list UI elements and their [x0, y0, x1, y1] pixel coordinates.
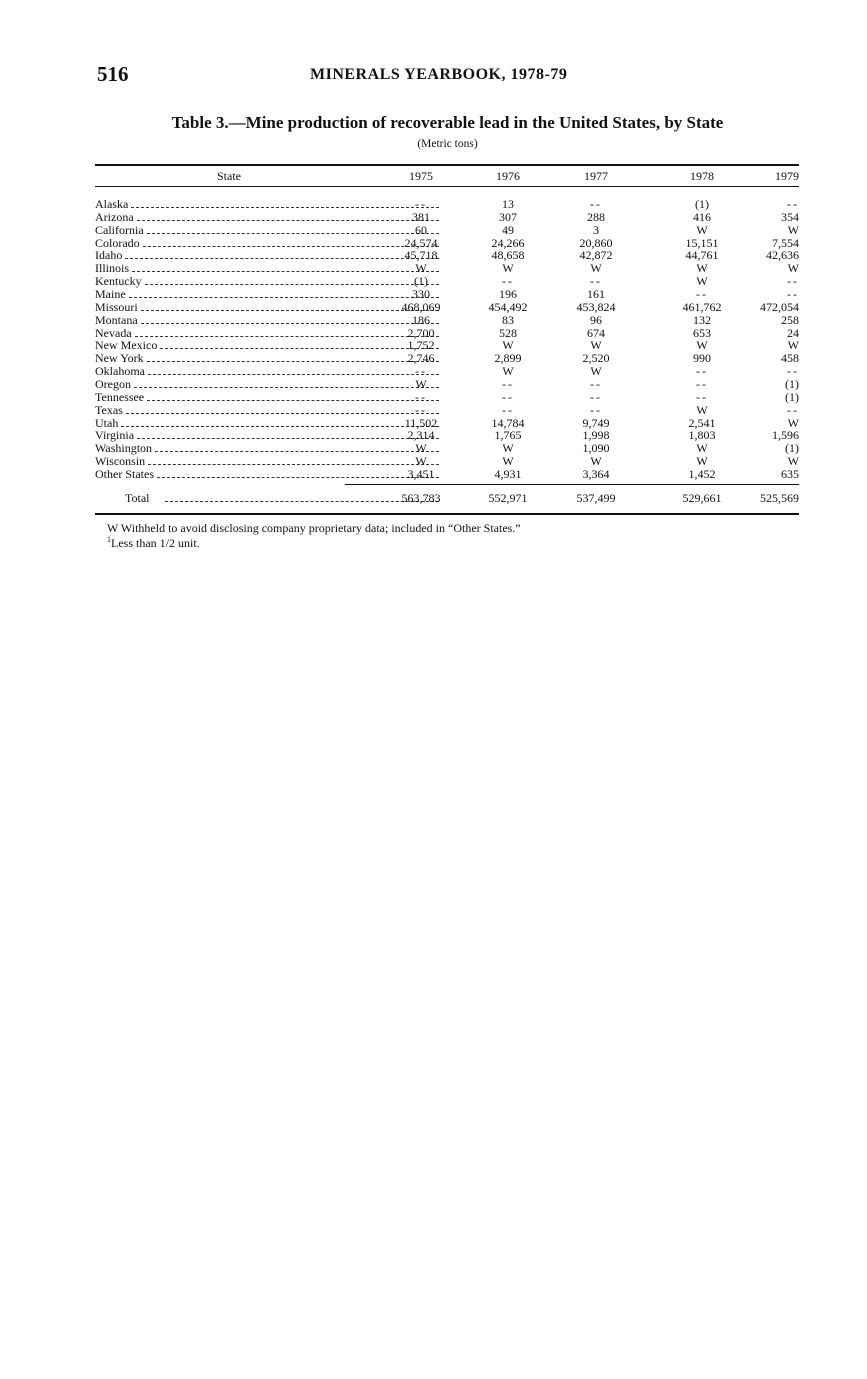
state-name: Alaska — [95, 197, 129, 211]
cell-1976: 528 — [499, 325, 517, 340]
cell-1979: 24 — [787, 325, 799, 340]
state-name: New York — [95, 351, 144, 366]
cell-1979: -- — [787, 274, 799, 289]
table-row — [95, 224, 799, 237]
cell-1979: 635 — [781, 467, 799, 482]
header-state: State — [217, 169, 241, 183]
cell-1976: W — [502, 338, 514, 353]
cell-1977: W — [590, 454, 602, 469]
footnote-marker: 1 — [107, 535, 111, 544]
cell-1977: W — [590, 364, 602, 379]
total-1975: 563,783 — [401, 491, 441, 505]
cell-1979: W — [787, 415, 799, 430]
cell-1977: 2,520 — [582, 351, 610, 366]
footnote-less-than — [107, 535, 200, 551]
state-name: California — [95, 222, 144, 237]
cell-1977: W — [590, 261, 602, 276]
table-row — [95, 391, 799, 404]
header-year-1975: 1975 — [409, 169, 433, 183]
cell-1977: 96 — [590, 312, 602, 327]
cell-1975: 1,752 — [407, 338, 435, 353]
table-title: Table 3.—Mine production of recoverable lead in the United States, by State — [171, 113, 724, 132]
cell-1977: -- — [590, 377, 602, 392]
cell-1979: W — [787, 338, 799, 353]
cell-1977: 674 — [587, 325, 605, 340]
cell-1976: 307 — [499, 209, 517, 224]
running-head: MINERALS YEARBOOK, 1978-79 — [310, 66, 568, 83]
cell-1975: 11,502 — [404, 415, 438, 430]
cell-1978: 990 — [693, 351, 711, 366]
cell-1979: (1) — [785, 389, 799, 404]
cell-1976: 13 — [502, 197, 514, 211]
cell-1975: 2,746 — [407, 351, 435, 366]
cell-1978: 1,803 — [688, 428, 716, 443]
table-row — [95, 249, 799, 262]
cell-1976: 24,266 — [491, 235, 525, 250]
table-row — [95, 404, 799, 417]
cell-1976: -- — [502, 274, 514, 289]
cell-1976: -- — [502, 377, 514, 392]
cell-1978: W — [696, 441, 708, 456]
cell-1976: 4,931 — [494, 467, 522, 482]
footnote-less-than-text: Less than 1/2 unit. — [111, 536, 200, 550]
cell-1976: 83 — [502, 312, 514, 327]
cell-1977: 42,872 — [579, 248, 613, 263]
cell-1979: 354 — [781, 209, 799, 224]
cell-1975: 2,314 — [407, 428, 435, 443]
state-name: Missouri — [95, 299, 138, 314]
state-name: Oregon — [95, 377, 131, 392]
cell-1976: 454,492 — [488, 299, 528, 314]
cell-1976: 2,899 — [494, 351, 522, 366]
cell-1979: W — [787, 261, 799, 276]
table-row — [95, 211, 799, 224]
cell-1978: 461,762 — [682, 299, 722, 314]
table-row — [95, 378, 799, 391]
cell-1978: -- — [696, 389, 708, 404]
cell-1978: W — [696, 454, 708, 469]
cell-1977: -- — [590, 274, 602, 289]
cell-1975: 186 — [412, 312, 430, 327]
cell-1977: W — [590, 338, 602, 353]
cell-1978: -- — [696, 287, 708, 302]
page-number: 516 — [97, 62, 129, 86]
state-name: Maine — [95, 287, 126, 302]
state-name: Texas — [95, 402, 123, 417]
cell-1975: -- — [415, 389, 427, 404]
cell-1979: W — [787, 222, 799, 237]
state-name: Utah — [95, 415, 119, 430]
state-name: Nevada — [95, 325, 132, 340]
cell-1975: -- — [415, 197, 427, 211]
cell-1978: W — [696, 274, 708, 289]
state-name: Kentucky — [95, 274, 142, 289]
table-subtitle: (Metric tons) — [417, 138, 478, 150]
cell-1975: W — [415, 441, 427, 456]
cell-1975: W — [415, 261, 427, 276]
cell-1978: 1,452 — [688, 467, 716, 482]
cell-1977: 453,824 — [576, 299, 616, 314]
cell-1976: 196 — [499, 287, 517, 302]
cell-1975: 468,069 — [401, 299, 441, 314]
cell-1975: (1) — [414, 274, 428, 289]
table-row — [95, 275, 799, 288]
table-row — [95, 262, 799, 275]
cell-1975: 45,718 — [404, 248, 438, 263]
cell-1977: 9,749 — [582, 415, 610, 430]
table-row — [95, 365, 799, 378]
cell-1978: 2,541 — [688, 415, 716, 430]
cell-1979: 472,054 — [760, 299, 799, 314]
state-name: Wisconsin — [95, 454, 146, 469]
cell-1977: -- — [590, 197, 602, 211]
cell-1977: 161 — [587, 287, 605, 302]
header-year-1976: 1976 — [496, 169, 520, 183]
cell-1975: W — [415, 377, 427, 392]
cell-1979: 7,554 — [772, 235, 799, 250]
cell-1979: 458 — [781, 351, 799, 366]
total-1976: 552,971 — [488, 491, 528, 505]
cell-1977: 3 — [593, 222, 599, 237]
cell-1979: W — [787, 454, 799, 469]
cell-1979: (1) — [785, 377, 799, 392]
state-name: Illinois — [95, 261, 130, 276]
cell-1975: 60 — [415, 222, 427, 237]
table-bottom-rule — [95, 513, 799, 515]
state-name: Idaho — [95, 248, 123, 263]
footnote-withheld: W Withheld to avoid disclosing company proprietary data; included in “Other States.” — [107, 521, 521, 535]
cell-1975: -- — [415, 402, 427, 417]
cell-1975: -- — [415, 364, 427, 379]
cell-1977: 1,090 — [582, 441, 610, 456]
cell-1977: 20,860 — [579, 235, 613, 250]
header-year-1979: 1979 — [775, 169, 799, 183]
cell-1976: -- — [502, 389, 514, 404]
table-row — [95, 442, 799, 455]
total-1978: 529,661 — [682, 491, 722, 505]
state-name: Virginia — [95, 428, 135, 443]
total-rule — [345, 484, 799, 485]
table-row — [95, 327, 799, 340]
cell-1978: 15,151 — [685, 235, 719, 250]
state-name: New Mexico — [95, 338, 158, 353]
cell-1978: 132 — [693, 312, 711, 327]
cell-1979: -- — [787, 287, 799, 302]
cell-1975: 2,700 — [407, 325, 435, 340]
table-header-rule — [95, 186, 799, 187]
cell-1979: 1,596 — [772, 428, 799, 443]
cell-1975: 381 — [412, 209, 430, 224]
cell-1975: 3,451 — [407, 467, 435, 482]
total-label: Total — [125, 491, 150, 505]
cell-1978: W — [696, 261, 708, 276]
state-name: Arizona — [95, 209, 134, 224]
cell-1976: 14,784 — [491, 415, 525, 430]
state-name: Montana — [95, 312, 138, 327]
cell-1978: -- — [696, 364, 708, 379]
state-name: Tennessee — [95, 389, 145, 404]
cell-1979: -- — [787, 364, 799, 379]
state-name: Other States — [95, 467, 154, 482]
cell-1976: W — [502, 441, 514, 456]
cell-1976: W — [502, 261, 514, 276]
cell-1978: 44,761 — [685, 248, 719, 263]
cell-1979: (1) — [785, 441, 799, 456]
cell-1978: W — [696, 402, 708, 417]
cell-1977: 1,998 — [582, 428, 610, 443]
cell-1976: 49 — [502, 222, 514, 237]
header-year-1977: 1977 — [584, 169, 608, 183]
cell-1975: 330 — [412, 287, 430, 302]
cell-1978: W — [696, 222, 708, 237]
cell-1977: -- — [590, 402, 602, 417]
total-row — [95, 492, 799, 505]
table-top-rule — [95, 164, 799, 166]
cell-1977: 288 — [587, 209, 605, 224]
cell-1978: W — [696, 338, 708, 353]
table-row — [95, 352, 799, 365]
cell-1977: 3,364 — [582, 467, 610, 482]
cell-1978: 653 — [693, 325, 711, 340]
cell-1976: 1,765 — [494, 428, 522, 443]
table-row — [95, 429, 799, 442]
cell-1979: -- — [787, 197, 799, 211]
state-name: Oklahoma — [95, 364, 145, 379]
cell-1979: 258 — [781, 312, 799, 327]
cell-1978: (1) — [695, 197, 709, 211]
cell-1976: W — [502, 454, 514, 469]
cell-1975: 24,574 — [404, 235, 438, 250]
total-1979: 525,569 — [760, 491, 799, 505]
cell-1979: 42,636 — [766, 248, 799, 263]
cell-1976: -- — [502, 402, 514, 417]
header-year-1978: 1978 — [690, 169, 714, 183]
state-name: Colorado — [95, 235, 140, 250]
cell-1978: 416 — [693, 209, 711, 224]
cell-1978: -- — [696, 377, 708, 392]
cell-1976: 48,658 — [491, 248, 525, 263]
cell-1976: W — [502, 364, 514, 379]
cell-1979: -- — [787, 402, 799, 417]
table-row — [95, 301, 799, 314]
cell-1977: -- — [590, 389, 602, 404]
table-row — [95, 468, 799, 481]
cell-1975: W — [415, 454, 427, 469]
total-1977: 537,499 — [576, 491, 616, 505]
table-row — [95, 314, 799, 327]
state-name: Washington — [95, 441, 153, 456]
